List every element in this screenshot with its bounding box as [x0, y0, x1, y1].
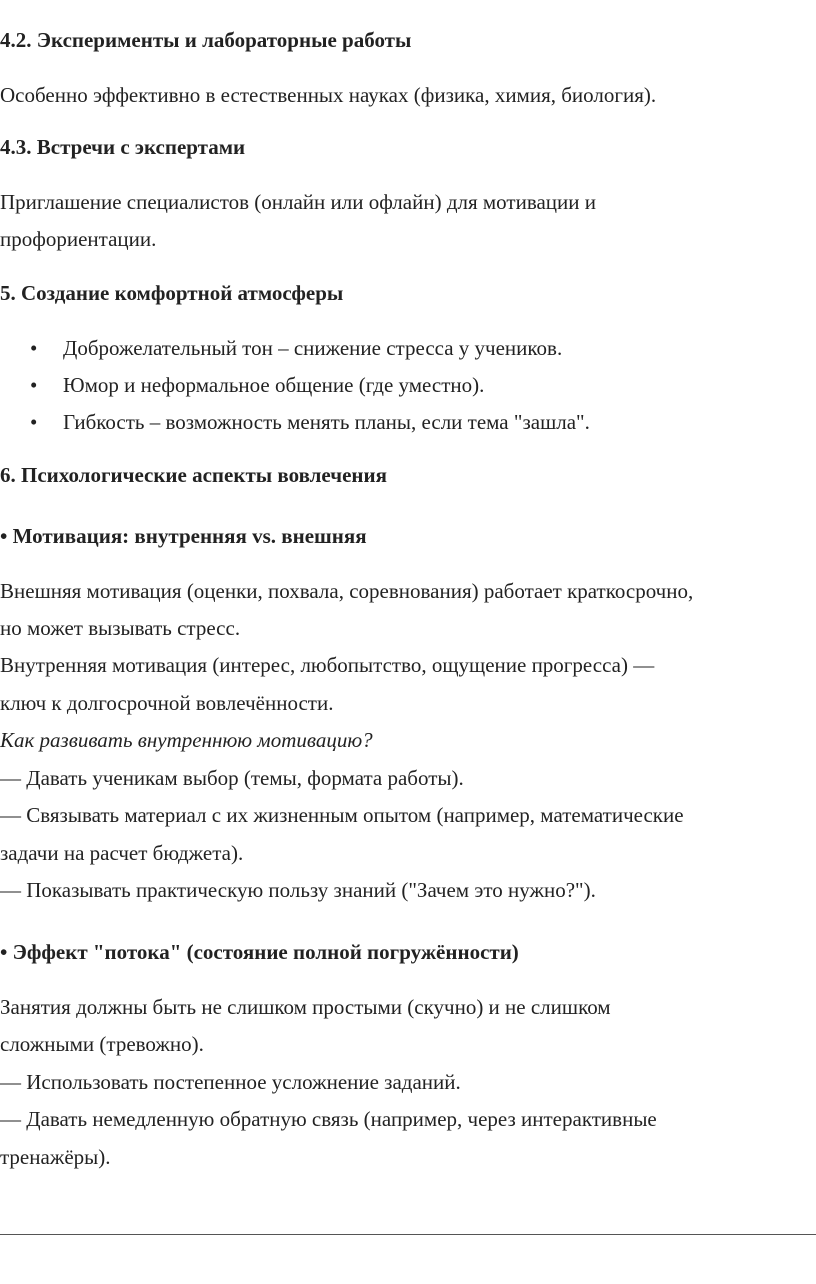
motivation-line: но может вызывать стресс. — [0, 616, 241, 640]
section-text-4-3-line1: Приглашение специалистов (онлайн или офлайн) для мотивации и — [0, 190, 596, 214]
flow-line: тренажёры). — [0, 1145, 111, 1169]
motivation-line: ключ к долгосрочной вовлечённости. — [0, 691, 334, 715]
bullet-icon: • — [30, 336, 38, 360]
motivation-tip: — Показывать практическую пользу знаний ("Зачем это нужно?"). — [0, 878, 596, 902]
section-text-4-2: Особенно эффективно в естественных науках (физика, химия, биология). — [0, 83, 657, 107]
flow-line: сложными (тревожно). — [0, 1032, 204, 1056]
section-heading-5: 5. Создание комфортной атмосферы — [0, 281, 344, 305]
list-item-text: Доброжелательный тон – снижение стресса у учеников. — [63, 336, 563, 360]
motivation-line: Внутренняя мотивация (интерес, любопытство, ощущение прогресса) — — [0, 653, 655, 677]
subsection-heading-flow: • Эффект "потока" (состояние полной погружённости) — [0, 940, 519, 964]
flow-line: Занятия должны быть не слишком простыми (скучно) и не слишком — [0, 995, 611, 1019]
flow-line: — Давать немедленную обратную связь (например, через интерактивные — [0, 1107, 657, 1131]
flow-line: — Использовать постепенное усложнение заданий. — [0, 1070, 461, 1094]
motivation-tip: — Давать ученикам выбор (темы, формата работы). — [0, 766, 464, 790]
bullet-icon: • — [30, 373, 38, 397]
bullet-icon: • — [30, 410, 38, 434]
section-heading-6: 6. Психологические аспекты вовлечения — [0, 463, 387, 487]
section-heading-4-3: 4.3. Встречи с экспертами — [0, 135, 246, 159]
motivation-line: Внешняя мотивация (оценки, похвала, соревнования) работает краткосрочно, — [0, 579, 694, 603]
horizontal-divider — [0, 1234, 816, 1235]
section-heading-4-2: 4.2. Эксперименты и лабораторные работы — [0, 28, 412, 52]
motivation-question: Как развивать внутреннюю мотивацию? — [0, 728, 373, 752]
subsection-heading-motivation: • Мотивация: внутренняя vs. внешняя — [0, 524, 367, 548]
list-item-text: Юмор и неформальное общение (где уместно). — [63, 373, 485, 397]
motivation-tip: — Связывать материал с их жизненным опытом (например, математические — [0, 803, 684, 827]
section-text-4-3-line2: профориентации. — [0, 227, 157, 251]
list-item-text: Гибкость – возможность менять планы, если тема "зашла". — [63, 410, 590, 434]
motivation-tip: задачи на расчет бюджета). — [0, 841, 244, 865]
